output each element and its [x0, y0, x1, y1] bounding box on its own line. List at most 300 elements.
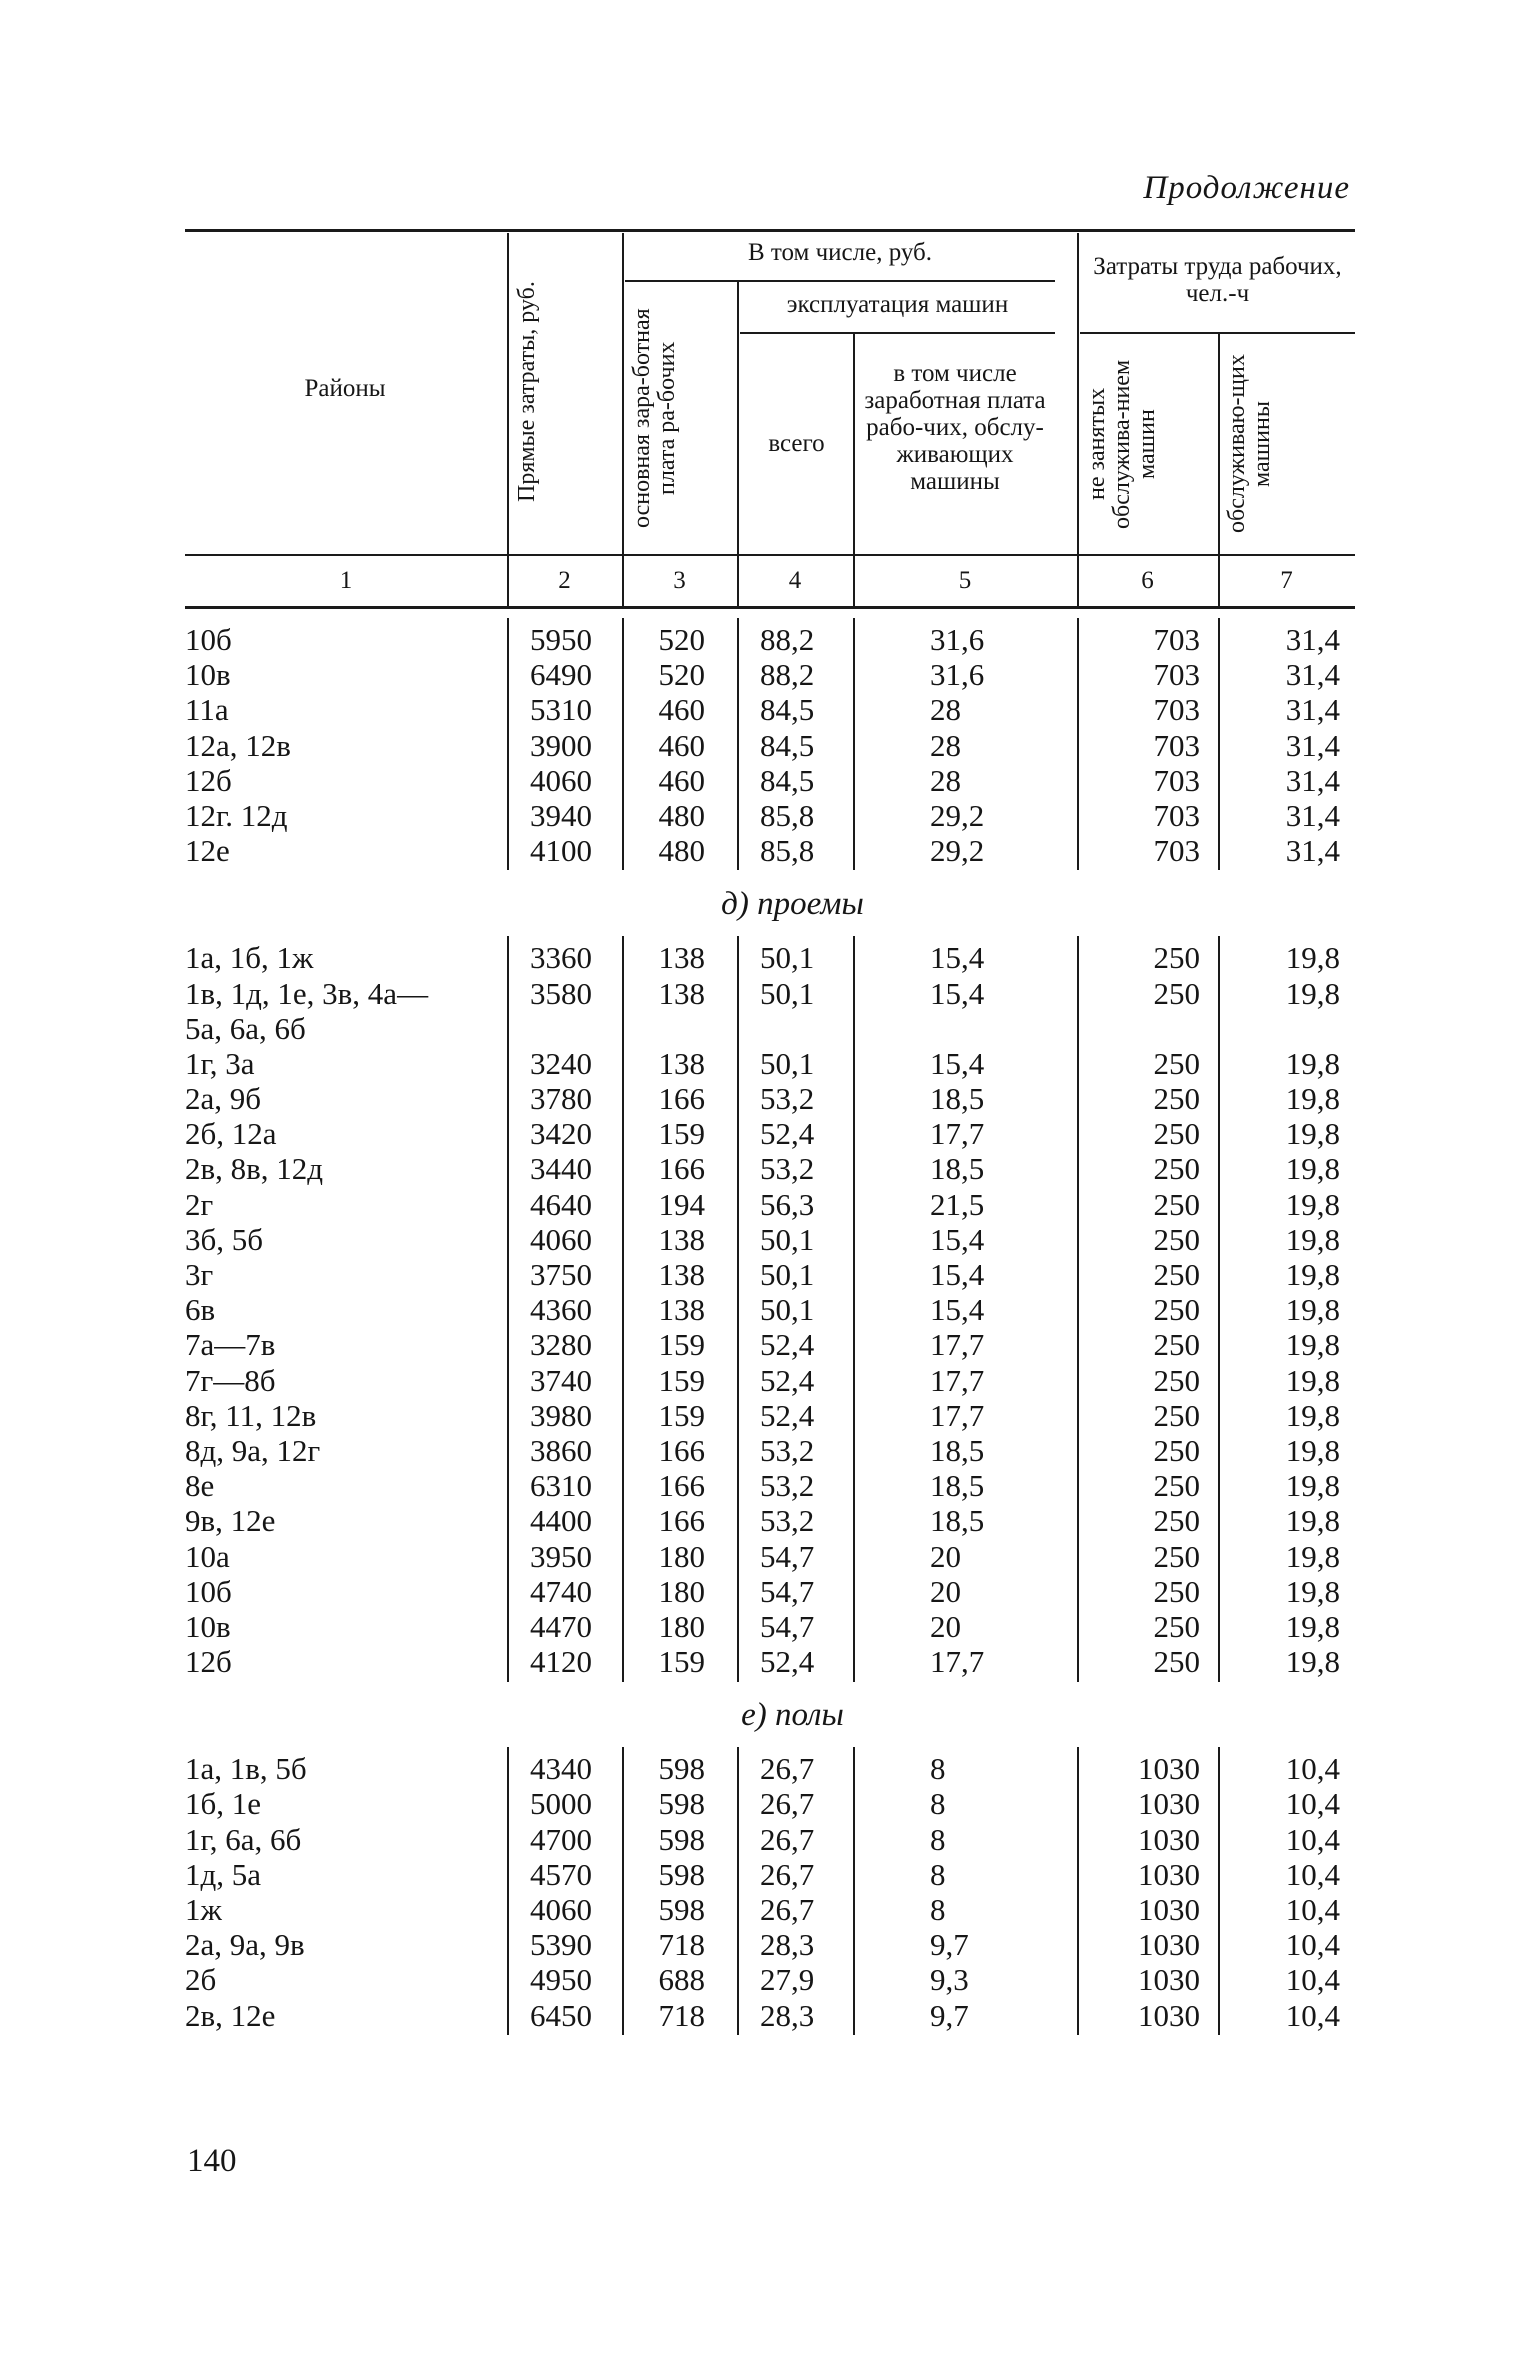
table-cell: 10,4	[1285, 1997, 1340, 2033]
header-vrule-5	[1077, 233, 1079, 606]
table-cell: 31,4	[1285, 727, 1340, 763]
column-divider	[853, 936, 855, 1681]
table-cell: 8	[930, 1751, 946, 1787]
table-cell: 480	[658, 797, 705, 833]
table-row	[185, 1292, 1355, 1327]
table-cell: 53,2	[760, 1432, 815, 1468]
table-cell: 598	[658, 1821, 705, 1857]
table-cell: 20	[930, 1573, 961, 1609]
table-cell: 17,7	[930, 1362, 985, 1398]
table-cell: 1030	[1138, 1927, 1200, 1963]
table-cell: 138	[658, 975, 705, 1011]
table-cell: 19,8	[1285, 1538, 1340, 1574]
table-cell: 50,1	[760, 1292, 815, 1328]
table-cell: 4120	[530, 1644, 592, 1680]
table-row	[185, 763, 1355, 798]
table-row	[185, 1998, 1355, 2033]
header-top-rule	[185, 229, 1355, 232]
table-cell: 250	[1153, 1221, 1200, 1257]
table-cell: 6450	[530, 1997, 592, 2033]
table-cell: 1030	[1138, 1786, 1200, 1822]
table-row	[185, 833, 1355, 868]
table-cell: 138	[658, 1257, 705, 1292]
table-cell: 15,4	[930, 975, 985, 1011]
table-cell: 20	[930, 1608, 961, 1644]
table-cell: 703	[1153, 797, 1200, 833]
table-cell: 19,8	[1285, 975, 1340, 1011]
table-cell: 2б	[185, 1962, 217, 1998]
col-number-6: 6	[1141, 567, 1154, 594]
table-cell: 250	[1153, 1292, 1200, 1328]
table-row	[185, 1433, 1355, 1468]
table-cell: 4470	[530, 1608, 592, 1644]
table-cell: 4360	[530, 1292, 592, 1328]
table-cell: 20	[930, 1538, 961, 1574]
table-cell: 598	[658, 1856, 705, 1892]
table-row	[185, 1822, 1355, 1857]
column-divider	[507, 618, 509, 870]
table-cell: 194	[658, 1186, 705, 1222]
table-row	[185, 1468, 1355, 1503]
table-cell: 4400	[530, 1503, 592, 1539]
table-cell: 8д, 9а, 12г	[185, 1432, 321, 1468]
table-cell: 250	[1153, 1257, 1200, 1292]
table-cell: 29,2	[930, 833, 985, 869]
table-cell: 26,7	[760, 1892, 815, 1927]
column-divider	[737, 936, 739, 1681]
table-cell: 15,4	[930, 1257, 985, 1292]
table-cell: 10б	[185, 1573, 232, 1609]
table-cell: 1030	[1138, 1962, 1200, 1998]
table-cell: 10,4	[1285, 1821, 1340, 1857]
table-row	[185, 657, 1355, 692]
col-number-4: 4	[788, 567, 802, 594]
table-cell: 688	[658, 1962, 705, 1998]
table-cell: 19,8	[1285, 1292, 1340, 1328]
table-cell: 250	[1153, 1538, 1200, 1574]
table-cell: 166	[658, 1151, 705, 1187]
column-divider	[507, 936, 509, 1681]
col-total-header: всего	[768, 430, 825, 457]
table-cell: 85,8	[760, 833, 815, 869]
table-cell: 54,7	[760, 1573, 815, 1609]
col-number-1: 1	[339, 567, 353, 594]
table-cell: 703	[1153, 727, 1200, 763]
table-cell: 19,8	[1285, 940, 1340, 976]
table-cell: 3950	[530, 1538, 592, 1574]
table-cell: 250	[1153, 1397, 1200, 1433]
table-row	[185, 1644, 1355, 1679]
table-cell: 8г, 11, 12в	[185, 1397, 317, 1433]
table-cell: 10в	[185, 1608, 231, 1644]
table-cell: 17,7	[930, 1644, 985, 1680]
table-cell: 180	[658, 1608, 705, 1644]
table-cell: 4950	[530, 1962, 592, 1998]
table-cell: 26,7	[760, 1821, 815, 1857]
table-cell: 9в, 12е	[185, 1503, 276, 1539]
table-cell: 166	[658, 1503, 705, 1539]
table-header	[185, 225, 1355, 610]
col-including-wage-header: в том числе заработная плата рабо-чих, обслу-живающих машины	[864, 360, 1046, 495]
table-cell: 31,4	[1285, 622, 1340, 657]
table-cell: 31,6	[930, 622, 985, 657]
table-row	[185, 940, 1355, 975]
table-cell: 31,4	[1285, 762, 1340, 798]
table-cell: 5390	[530, 1927, 592, 1963]
table-cell: 250	[1153, 1608, 1200, 1644]
table-cell: 703	[1153, 762, 1200, 798]
table-cell: 15,4	[930, 1221, 985, 1257]
table-cell: 10,4	[1285, 1786, 1340, 1822]
table-cell: 180	[658, 1573, 705, 1609]
col-including-header: В том числе, руб.	[747, 239, 933, 266]
table-cell: 250	[1153, 1573, 1200, 1609]
table-cell: 138	[658, 1292, 705, 1328]
table-cell: 50,1	[760, 1257, 815, 1292]
table-row	[185, 1398, 1355, 1433]
table-row	[185, 1327, 1355, 1362]
table-cell: 3860	[530, 1432, 592, 1468]
col-number-2: 2	[558, 567, 571, 594]
table-cell: 1030	[1138, 1997, 1200, 2033]
table-cell: 50,1	[760, 940, 815, 976]
table-row	[185, 1011, 1355, 1046]
table-cell: 138	[658, 940, 705, 976]
table-group	[185, 940, 1355, 1679]
table-cell: 10,4	[1285, 1927, 1340, 1963]
table-cell: 9,7	[930, 1927, 969, 1963]
table-cell: 3900	[530, 727, 592, 763]
table-cell: 8	[930, 1821, 946, 1857]
table-cell: 53,2	[760, 1081, 815, 1117]
header-vrule-1	[507, 233, 509, 606]
table-cell: 4060	[530, 1221, 592, 1257]
table-cell: 10,4	[1285, 1751, 1340, 1787]
table-cell: 26,7	[760, 1786, 815, 1822]
table-cell: 159	[658, 1397, 705, 1433]
table-cell: 8	[930, 1892, 946, 1927]
header-vrule-4	[853, 334, 855, 606]
table-cell: 8е	[185, 1468, 215, 1504]
table-row	[185, 1081, 1355, 1116]
table-cell: 18,5	[930, 1432, 985, 1468]
table-cell: 1а, 1в, 5б	[185, 1751, 307, 1787]
table-row	[185, 1609, 1355, 1644]
table-cell: 10а	[185, 1538, 230, 1574]
table-cell: 11а	[185, 692, 229, 728]
table-row	[185, 798, 1355, 833]
table-cell: 2в, 8в, 12д	[185, 1151, 324, 1187]
table-cell: 12а, 12в	[185, 727, 291, 763]
table-cell: 718	[658, 1927, 705, 1963]
table-cell: 250	[1153, 940, 1200, 976]
table-cell: 85,8	[760, 797, 815, 833]
table-cell: 19,8	[1285, 1573, 1340, 1609]
table-cell: 6в	[185, 1292, 216, 1328]
table-row	[185, 1539, 1355, 1574]
table-cell: 19,8	[1285, 1503, 1340, 1539]
table-cell: 250	[1153, 975, 1200, 1011]
table-cell: 52,4	[760, 1644, 815, 1680]
table-cell: 4700	[530, 1821, 592, 1857]
table-cell: 1г, 6а, 6б	[185, 1821, 302, 1857]
table-cell: 19,8	[1285, 1151, 1340, 1187]
table-cell: 1в, 1д, 1е, 3в, 4а—	[185, 975, 429, 1011]
table-cell: 52,4	[760, 1362, 815, 1398]
table-cell: 28,3	[760, 1997, 815, 2033]
table-cell: 3740	[530, 1362, 592, 1398]
table-row	[185, 1786, 1355, 1821]
table-cell: 54,7	[760, 1608, 815, 1644]
table-cell: 250	[1153, 1186, 1200, 1222]
col-not-serving-header: не занятых обслужива-нием машин	[1084, 359, 1160, 529]
table-cell: 4060	[530, 762, 592, 798]
table-row	[185, 1222, 1355, 1257]
col-labor-costs-header: Затраты труда рабочих, чел.-ч	[1093, 253, 1342, 307]
table-cell: 1а, 1б, 1ж	[185, 940, 314, 976]
table-cell: 3440	[530, 1151, 592, 1187]
table-cell: 1030	[1138, 1856, 1200, 1892]
header-vrule-2	[622, 233, 624, 606]
table-cell: 19,8	[1285, 1397, 1340, 1433]
table-cell: 9,3	[930, 1962, 969, 1998]
table-cell: 8	[930, 1856, 946, 1892]
section-title: д) проемы	[721, 886, 864, 923]
table-cell: 520	[658, 622, 705, 657]
table-cell: 598	[658, 1786, 705, 1822]
table-cell: 19,8	[1285, 1257, 1340, 1292]
table-cell: 50,1	[760, 1045, 815, 1081]
table-cell: 6490	[530, 657, 592, 693]
table-row	[185, 1046, 1355, 1081]
table-cell: 3780	[530, 1081, 592, 1117]
table-cell: 19,8	[1285, 1608, 1340, 1644]
table-cell: 250	[1153, 1503, 1200, 1539]
table-cell: 166	[658, 1468, 705, 1504]
table-cell: 53,2	[760, 1468, 815, 1504]
table-cell: 3420	[530, 1116, 592, 1152]
table-cell: 31,6	[930, 657, 985, 693]
table-cell: 460	[658, 692, 705, 728]
table-cell: 10,4	[1285, 1962, 1340, 1998]
table-row	[185, 622, 1355, 657]
column-divider	[1218, 936, 1220, 1681]
table-cell: 1030	[1138, 1892, 1200, 1927]
table-row	[185, 728, 1355, 763]
continuation-note: Продолжение	[1143, 170, 1350, 206]
table-cell: 2а, 9а, 9в	[185, 1927, 305, 1963]
table-cell: 3980	[530, 1397, 592, 1433]
table-cell: 5а, 6а, 6б	[185, 1010, 306, 1046]
table-cell: 4340	[530, 1751, 592, 1787]
table-cell: 10,4	[1285, 1892, 1340, 1927]
table-row	[185, 1257, 1355, 1292]
table-cell: 3750	[530, 1257, 592, 1292]
table-cell: 4640	[530, 1186, 592, 1222]
table-cell: 2в, 12е	[185, 1997, 276, 2033]
table-cell: 480	[658, 833, 705, 869]
table-cell: 18,5	[930, 1081, 985, 1117]
table-cell: 4740	[530, 1573, 592, 1609]
section-title: е) полы	[741, 1697, 844, 1734]
table-cell: 52,4	[760, 1327, 815, 1363]
table-cell: 180	[658, 1538, 705, 1574]
table-cell: 703	[1153, 692, 1200, 728]
table-row	[185, 1503, 1355, 1538]
table-cell: 19,8	[1285, 1432, 1340, 1468]
table-group	[185, 622, 1355, 868]
table-cell: 1д, 5а	[185, 1856, 262, 1892]
table-cell: 1030	[1138, 1821, 1200, 1857]
table-cell: 54,7	[760, 1538, 815, 1574]
table-cell: 18,5	[930, 1468, 985, 1504]
table-cell: 84,5	[760, 692, 815, 728]
table-cell: 460	[658, 727, 705, 763]
table-cell: 598	[658, 1751, 705, 1787]
table-body	[185, 608, 1355, 2033]
column-divider	[737, 1747, 739, 2035]
col-direct-costs-header: Прямые затраты, руб.	[514, 281, 540, 503]
table-cell: 28	[930, 692, 961, 728]
table-cell: 19,8	[1285, 1045, 1340, 1081]
table-cell: 19,8	[1285, 1362, 1340, 1398]
table-cell: 138	[658, 1221, 705, 1257]
table-cell: 250	[1153, 1432, 1200, 1468]
column-divider	[622, 936, 624, 1681]
table-cell: 3940	[530, 797, 592, 833]
table-cell: 84,5	[760, 762, 815, 798]
table-cell: 28	[930, 727, 961, 763]
table-cell: 250	[1153, 1045, 1200, 1081]
table-cell: 17,7	[930, 1327, 985, 1363]
table-row	[185, 1187, 1355, 1222]
table-cell: 3280	[530, 1327, 592, 1363]
column-divider	[853, 618, 855, 870]
table-cell: 703	[1153, 657, 1200, 693]
table-cell: 52,4	[760, 1397, 815, 1433]
table-cell: 250	[1153, 1081, 1200, 1117]
header-rule-numbers	[185, 554, 1355, 556]
table-cell: 15,4	[930, 1292, 985, 1328]
table-cell: 88,2	[760, 622, 815, 657]
table-cell: 28,3	[760, 1927, 815, 1963]
table-cell: 10,4	[1285, 1856, 1340, 1892]
table-cell: 3360	[530, 940, 592, 976]
column-divider	[1077, 618, 1079, 870]
table-cell: 2а, 9б	[185, 1081, 262, 1117]
column-divider	[507, 1747, 509, 2035]
table-cell: 5950	[530, 622, 592, 657]
col-number-7: 7	[1280, 567, 1293, 594]
table-cell: 159	[658, 1644, 705, 1680]
column-divider	[1218, 1747, 1220, 2035]
table-cell: 1г, 3а	[185, 1045, 255, 1081]
table-cell: 4060	[530, 1892, 592, 1927]
table-cell: 19,8	[1285, 1081, 1340, 1117]
table-cell: 3580	[530, 975, 592, 1011]
table-cell: 250	[1153, 1644, 1200, 1680]
table-cell: 5000	[530, 1786, 592, 1822]
header-rule-machines	[740, 332, 1055, 334]
table-cell: 159	[658, 1327, 705, 1363]
table-row	[185, 1116, 1355, 1151]
table-cell: 250	[1153, 1468, 1200, 1504]
table-row	[185, 1857, 1355, 1892]
table-cell: 10в	[185, 657, 231, 693]
table-cell: 12г. 12д	[185, 797, 288, 833]
table-cell: 703	[1153, 833, 1200, 869]
column-divider	[853, 1747, 855, 2035]
table-cell: 460	[658, 762, 705, 798]
table-cell: 12е	[185, 833, 230, 869]
table-cell: 3г	[185, 1257, 214, 1292]
table-cell: 250	[1153, 1362, 1200, 1398]
table-cell: 26,7	[760, 1751, 815, 1787]
table-cell: 31,4	[1285, 833, 1340, 869]
table-row	[185, 976, 1355, 1011]
table-cell: 19,8	[1285, 1644, 1340, 1680]
table-cell: 18,5	[930, 1151, 985, 1187]
page-number: 140	[187, 2143, 237, 2179]
column-divider	[622, 618, 624, 870]
table-cell: 31,4	[1285, 797, 1340, 833]
header-rule-including	[625, 280, 1055, 282]
table-cell: 250	[1153, 1116, 1200, 1152]
table-cell: 12б	[185, 762, 232, 798]
table-cell: 250	[1153, 1327, 1200, 1363]
table-cell: 3240	[530, 1045, 592, 1081]
table-cell: 159	[658, 1362, 705, 1398]
table-cell: 52,4	[760, 1116, 815, 1152]
table-cell: 166	[658, 1432, 705, 1468]
table-cell: 88,2	[760, 657, 815, 693]
table-cell: 26,7	[760, 1856, 815, 1892]
table-row	[185, 692, 1355, 727]
table-cell: 12б	[185, 1644, 232, 1680]
table-cell: 50,1	[760, 1221, 815, 1257]
table-cell: 29,2	[930, 797, 985, 833]
table-cell: 718	[658, 1997, 705, 2033]
table-row	[185, 1927, 1355, 1962]
table-cell: 2б, 12а	[185, 1116, 277, 1152]
table-row	[185, 1574, 1355, 1609]
table-cell: 520	[658, 657, 705, 693]
table-row	[185, 1363, 1355, 1398]
table-cell: 5310	[530, 692, 592, 728]
table-cell: 6310	[530, 1468, 592, 1504]
table-row	[185, 1962, 1355, 1997]
table-cell: 19,8	[1285, 1186, 1340, 1222]
col-base-wage-header: основная зара-ботная плата ра-бочих	[629, 308, 680, 528]
column-divider	[622, 1747, 624, 2035]
table-cell: 1030	[1138, 1751, 1200, 1787]
table-cell: 31,4	[1285, 692, 1340, 728]
table-cell: 4570	[530, 1856, 592, 1892]
col-number-5: 5	[958, 567, 972, 594]
table-cell: 15,4	[930, 940, 985, 976]
table-cell: 4100	[530, 833, 592, 869]
table-cell: 50,1	[760, 975, 815, 1011]
table-cell: 53,2	[760, 1151, 815, 1187]
column-divider	[737, 618, 739, 870]
col-serving-header: обслуживаю-щих машины	[1224, 354, 1275, 534]
table-cell: 53,2	[760, 1503, 815, 1539]
table-cell: 166	[658, 1081, 705, 1117]
table-cell: 703	[1153, 622, 1200, 657]
column-divider	[1077, 1747, 1079, 2035]
table-cell: 18,5	[930, 1503, 985, 1539]
table-cell: 1ж	[185, 1892, 222, 1927]
